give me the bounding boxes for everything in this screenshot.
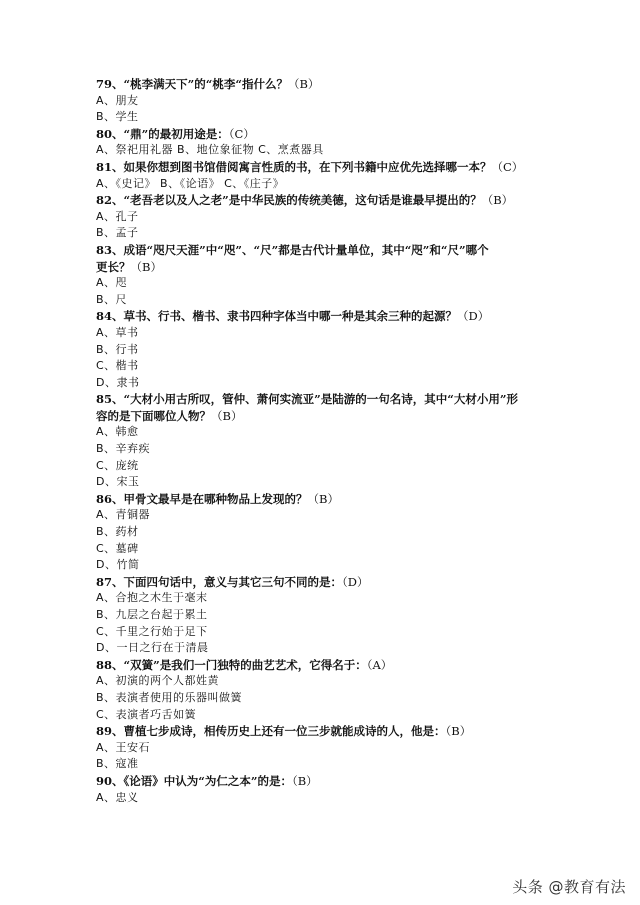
answer-key: （D） bbox=[457, 309, 490, 324]
option-text: A、孔子 bbox=[96, 209, 139, 223]
option-line bbox=[96, 474, 556, 491]
question-line bbox=[96, 491, 556, 508]
option-text: C、墓碑 bbox=[96, 541, 139, 555]
option-line bbox=[96, 176, 556, 193]
option-text: A、王安石 bbox=[96, 740, 151, 754]
option-line bbox=[96, 624, 556, 641]
option-text: B、尺 bbox=[96, 292, 128, 306]
answer-key: （B） bbox=[291, 773, 318, 788]
option-line bbox=[96, 441, 556, 458]
question-line bbox=[96, 159, 556, 176]
option-line bbox=[96, 557, 556, 574]
option-text: D、一日之行在于清晨 bbox=[96, 641, 209, 655]
option-text: A、忠义 bbox=[96, 790, 139, 804]
answer-key: （A） bbox=[366, 657, 393, 672]
option-text: C、庞统 bbox=[96, 458, 139, 472]
watermark: 头条 @教育有法 bbox=[512, 878, 626, 896]
question-text: 82、“老吾老以及人之老”是中华民族的传统美德，这句话是谁最早提出的？ bbox=[96, 193, 482, 208]
question-text: 89、曹植七步成诗，相传历史上还有一位三步就能成诗的人，他是： bbox=[96, 724, 446, 739]
answer-key: （B） bbox=[211, 408, 243, 423]
option-line bbox=[96, 358, 556, 375]
option-text: D、竹简 bbox=[96, 558, 140, 572]
answer-key: （B） bbox=[445, 724, 472, 739]
option-line bbox=[96, 325, 556, 342]
question-line bbox=[96, 308, 556, 325]
option-text: B、孟子 bbox=[96, 226, 139, 240]
option-text: B、辛弃疾 bbox=[96, 442, 151, 456]
answer-key: （B） bbox=[481, 193, 514, 208]
question-text: 90、《论语》中认为“为仁之本”的是： bbox=[96, 773, 292, 788]
question-text: 85、“大材小用古所叹，管仲、萧何实流亚”是陆游的一句名诗，其中“大材小用”形 bbox=[96, 392, 518, 407]
question-text: 80、“鼎”的最初用途是： bbox=[96, 126, 229, 141]
option-line bbox=[96, 424, 556, 441]
option-line bbox=[96, 756, 556, 773]
option-text: B、药材 bbox=[96, 525, 139, 539]
question-line bbox=[96, 723, 556, 740]
option-text: B、表演者使用的乐器叫做簧 bbox=[96, 690, 243, 704]
answer-key: （B） bbox=[287, 77, 320, 91]
option-line bbox=[96, 275, 556, 292]
question-line bbox=[96, 408, 556, 425]
option-text: C、楷书 bbox=[96, 359, 139, 373]
option-line bbox=[96, 142, 556, 159]
option-text: B、寇准 bbox=[96, 757, 139, 771]
option-line bbox=[96, 342, 556, 359]
answer-key: （C） bbox=[491, 159, 524, 174]
question-text: 83、成语“咫尺天涯”中“咫”、“尺”都是古代计量单位，其中“咫”和“尺”哪个 bbox=[96, 242, 489, 257]
option-text: C、表演者巧舌如簧 bbox=[96, 707, 197, 721]
option-line bbox=[96, 640, 556, 657]
option-text: A、《史记》 B、《论语》 C、《庄子》 bbox=[96, 176, 285, 190]
option-line bbox=[96, 109, 556, 126]
option-text: B、九层之台起于累土 bbox=[96, 608, 208, 621]
question-text: 容的是下面哪位人物？ bbox=[96, 408, 211, 423]
option-text: A、合抱之木生于毫末 bbox=[96, 591, 208, 605]
option-line bbox=[96, 690, 556, 707]
option-line bbox=[96, 209, 556, 226]
option-line bbox=[96, 707, 556, 724]
option-text: A、草书 bbox=[96, 325, 139, 339]
option-text: A、韩愈 bbox=[96, 425, 139, 439]
option-text: D、隶书 bbox=[96, 375, 140, 389]
answer-key: （C） bbox=[228, 126, 255, 141]
question-line bbox=[96, 242, 556, 259]
question-line bbox=[96, 259, 556, 276]
option-text: A、朋友 bbox=[96, 93, 139, 107]
question-line bbox=[96, 391, 556, 408]
option-line bbox=[96, 93, 556, 110]
option-line bbox=[96, 790, 556, 807]
option-line bbox=[96, 541, 556, 558]
option-line bbox=[96, 607, 556, 624]
question-text: 86、甲骨文最早是在哪种物品上发现的？ bbox=[96, 491, 308, 506]
question-line bbox=[96, 773, 556, 790]
question-line bbox=[96, 126, 556, 143]
answer-key: （B） bbox=[130, 259, 162, 274]
option-line bbox=[96, 458, 556, 475]
option-text: B、行书 bbox=[96, 342, 139, 356]
option-text: B、学生 bbox=[96, 110, 139, 124]
answer-key: （D） bbox=[342, 574, 369, 589]
option-line bbox=[96, 375, 556, 392]
question-text: 79、“桃李满天下”的“桃李“指什么？ bbox=[96, 77, 288, 91]
option-line bbox=[96, 225, 556, 242]
document-body bbox=[96, 76, 556, 806]
option-line bbox=[96, 524, 556, 541]
option-line bbox=[96, 507, 556, 524]
option-text: A、青铜器 bbox=[96, 508, 151, 522]
option-text: A、祭祀用礼器 B、地位象征物 C、烹煮器具 bbox=[96, 143, 324, 157]
option-text: D、宋玉 bbox=[96, 475, 140, 489]
option-text: C、千里之行始于足下 bbox=[96, 624, 208, 638]
question-line bbox=[96, 76, 556, 93]
option-line bbox=[96, 590, 556, 607]
option-line bbox=[96, 292, 556, 309]
question-text: 88、“双簧”是我们一门独特的曲艺艺术，它得名于： bbox=[96, 657, 367, 672]
question-line bbox=[96, 192, 556, 209]
option-text: A、咫 bbox=[96, 276, 128, 290]
option-text: A、初演的两个人都姓黄 bbox=[96, 674, 220, 688]
question-line bbox=[96, 574, 556, 591]
option-line bbox=[96, 740, 556, 757]
answer-key: （B） bbox=[307, 491, 339, 506]
question-text: 更长？ bbox=[96, 259, 131, 274]
question-text: 84、草书、行书、楷书、隶书四种字体当中哪一种是其余三种的起源？ bbox=[96, 309, 457, 324]
question-line bbox=[96, 657, 556, 674]
option-line bbox=[96, 673, 556, 690]
question-text: 81、如果你想到图书馆借阅寓言性质的书，在下列书籍中应优先选择哪一本？ bbox=[96, 159, 492, 174]
question-text: 87、下面四句话中，意义与其它三句不同的是： bbox=[96, 574, 343, 589]
